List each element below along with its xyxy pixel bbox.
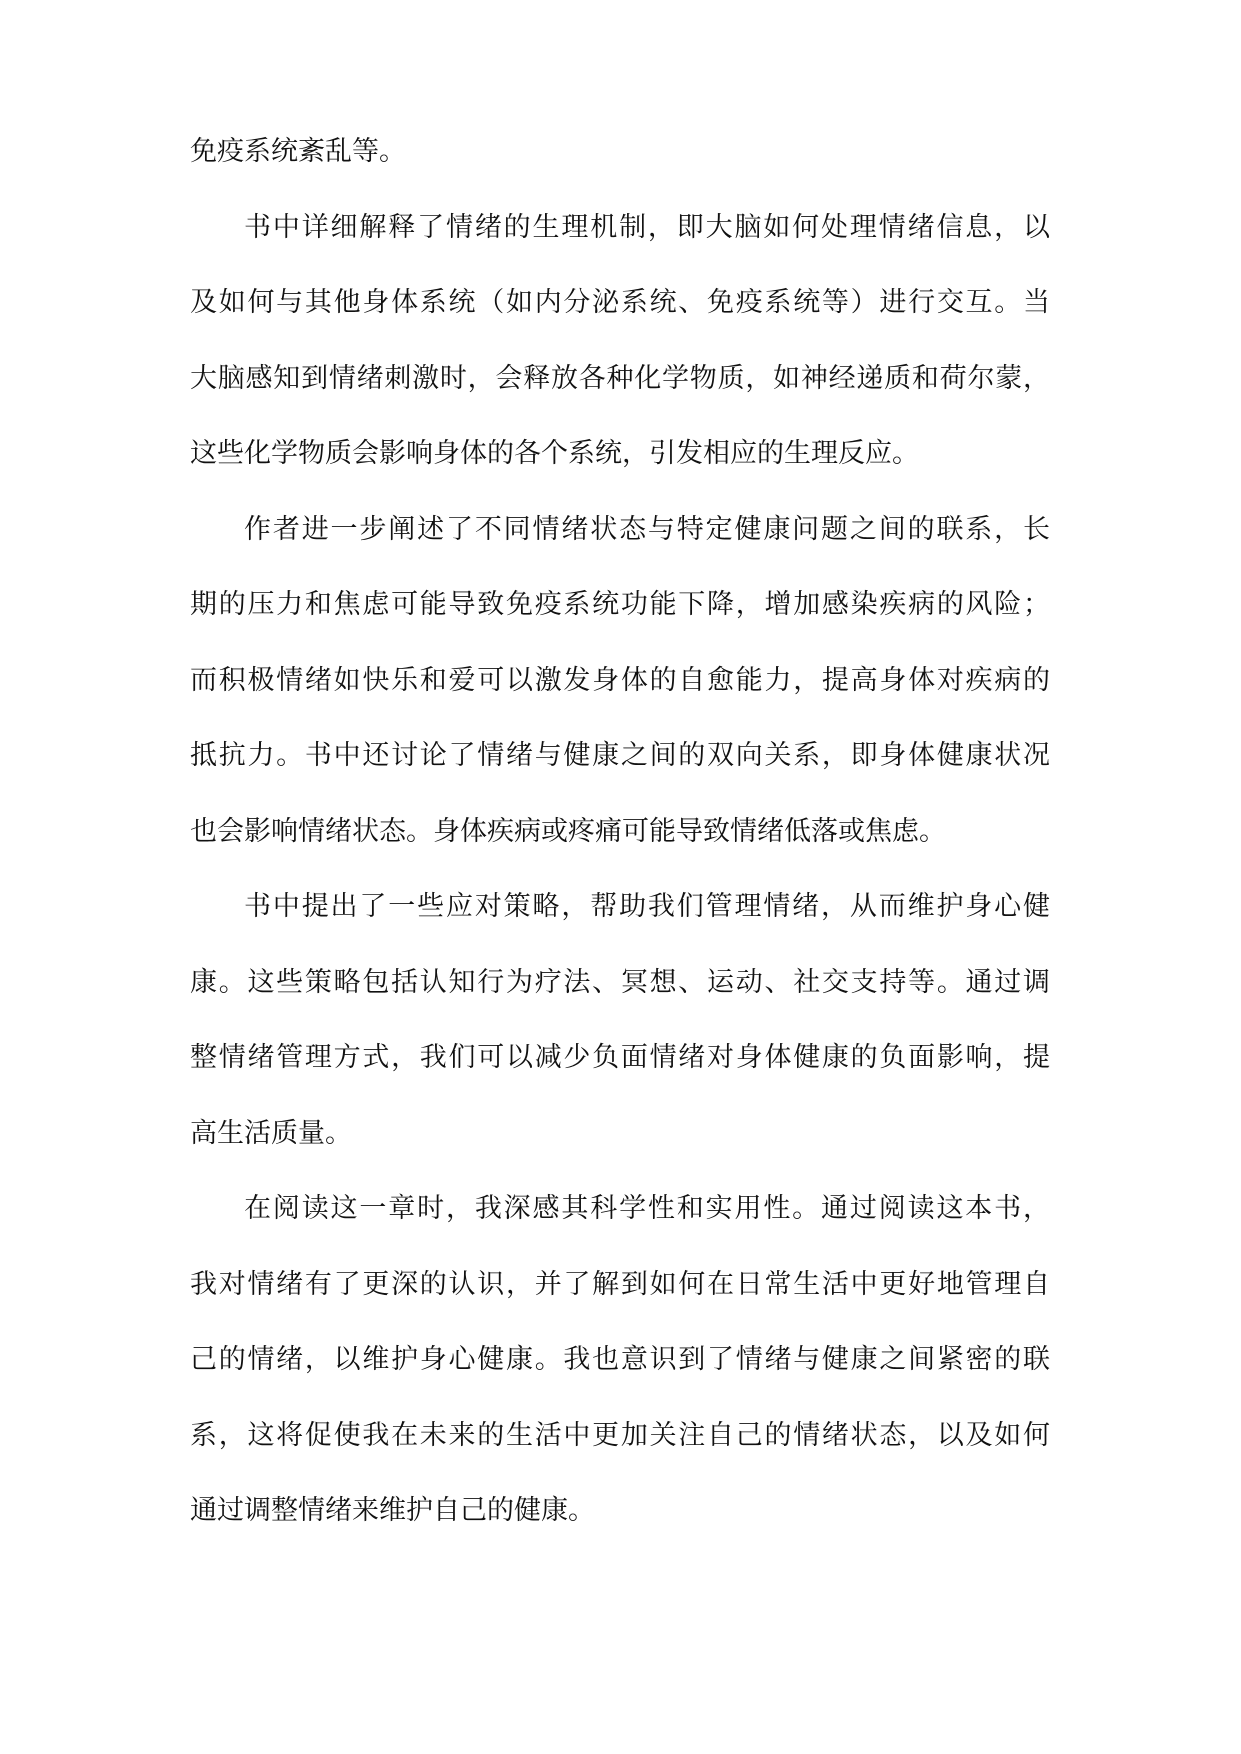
text-line: 己的情绪，以维护身心健康。我也意识到了情绪与健康之间紧密的联 (190, 1344, 1050, 1375)
text-line: 康。这些策略包括认知行为疗法、冥想、运动、社交支持等。通过调 (190, 966, 1050, 998)
text-line: 大脑感知到情绪刺激时，会释放各种化学物质，如神经递质和荷尔蒙， (190, 362, 1050, 394)
text-line: 书中详细解释了情绪的生理机制，即大脑如何处理情绪信息，以 (244, 211, 1050, 243)
text-line: 高生活质量。 (190, 1117, 352, 1149)
text-line: 抵抗力。书中还讨论了情绪与健康之间的双向关系，即身体健康状况 (190, 740, 1050, 771)
text-line: 也会影响情绪状态。身体疾病或疼痛可能导致情绪低落或焦虑。 (190, 815, 946, 847)
text-line: 通过调整情绪来维护自己的健康。 (190, 1495, 595, 1526)
text-line: 期的压力和焦虑可能导致免疫系统功能下降，增加感染疾病的风险； (190, 589, 1050, 620)
text-line: 这些化学物质会影响身体的各个系统，引发相应的生理反应。 (190, 438, 919, 469)
text-line: 而积极情绪如快乐和爱可以激发身体的自愈能力，提高身体对疾病的 (190, 664, 1050, 696)
text-line: 及如何与其他身体系统（如内分泌系统、免疫系统等）进行交互。当 (190, 287, 1050, 318)
text-line: 系，这将促使我在未来的生活中更加关注自己的情绪状态，以及如何 (190, 1419, 1050, 1451)
text-line: 书中提出了一些应对策略，帮助我们管理情绪，从而维护身心健 (244, 891, 1050, 922)
text-line: 我对情绪有了更深的认识，并了解到如何在日常生活中更好地管理自 (190, 1268, 1050, 1300)
text-line: 作者进一步阐述了不同情绪状态与特定健康问题之间的联系，长 (244, 513, 1050, 545)
text-line: 在阅读这一章时，我深感其科学性和实用性。通过阅读这本书， (244, 1193, 1050, 1224)
text-line: 免疫系统紊乱等。 (190, 136, 406, 167)
text-line: 整情绪管理方式，我们可以减少负面情绪对身体健康的负面影响，提 (190, 1042, 1050, 1073)
